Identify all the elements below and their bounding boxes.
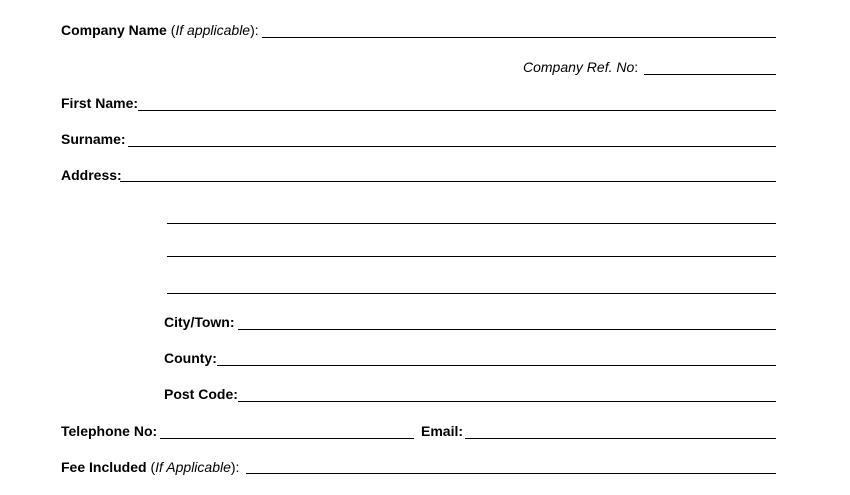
- surname-label: Surname:: [61, 131, 126, 147]
- address-field-line-2[interactable]: [167, 223, 776, 224]
- company-ref-field[interactable]: [644, 74, 776, 75]
- fee-included-label-text: Fee Included: [61, 459, 147, 475]
- company-ref-label: [523, 59, 638, 76]
- company-ref-label-text: Company Ref. No: [523, 59, 635, 75]
- fee-included-label: [61, 459, 239, 476]
- fee-included-qualifier: If Applicable: [155, 459, 231, 475]
- county-label: County:: [164, 350, 217, 366]
- address-field-line-4[interactable]: [167, 293, 776, 294]
- company-name-label: [61, 22, 259, 39]
- company-ref-colon: :: [634, 59, 639, 75]
- address-field-line-3[interactable]: [167, 256, 776, 257]
- fee-included-field[interactable]: [246, 473, 776, 474]
- address-field-line-1[interactable]: [120, 181, 776, 182]
- company-name-qualifier-open: (: [166, 22, 176, 38]
- post-code-field[interactable]: [238, 401, 776, 402]
- city-town-field[interactable]: [238, 329, 776, 330]
- fee-included-qualifier-close: ):: [230, 459, 240, 475]
- email-label: Email:: [421, 423, 464, 439]
- surname-field[interactable]: [128, 146, 776, 147]
- company-name-qualifier: If applicable: [175, 22, 251, 38]
- company-name-field[interactable]: [262, 37, 776, 38]
- telephone-field[interactable]: [160, 438, 414, 439]
- first-name-field[interactable]: [138, 110, 776, 111]
- fee-included-qualifier-open: (: [146, 459, 156, 475]
- city-town-label: City/Town:: [164, 314, 235, 330]
- telephone-label: Telephone No:: [61, 423, 158, 439]
- county-field[interactable]: [217, 365, 776, 366]
- post-code-label: Post Code:: [164, 386, 238, 402]
- email-field[interactable]: [465, 438, 776, 439]
- address-label: Address:: [61, 167, 122, 183]
- company-name-qualifier-close: ):: [250, 22, 259, 38]
- company-name-label-text: Company Name: [61, 22, 167, 38]
- first-name-label: First Name:: [61, 95, 139, 111]
